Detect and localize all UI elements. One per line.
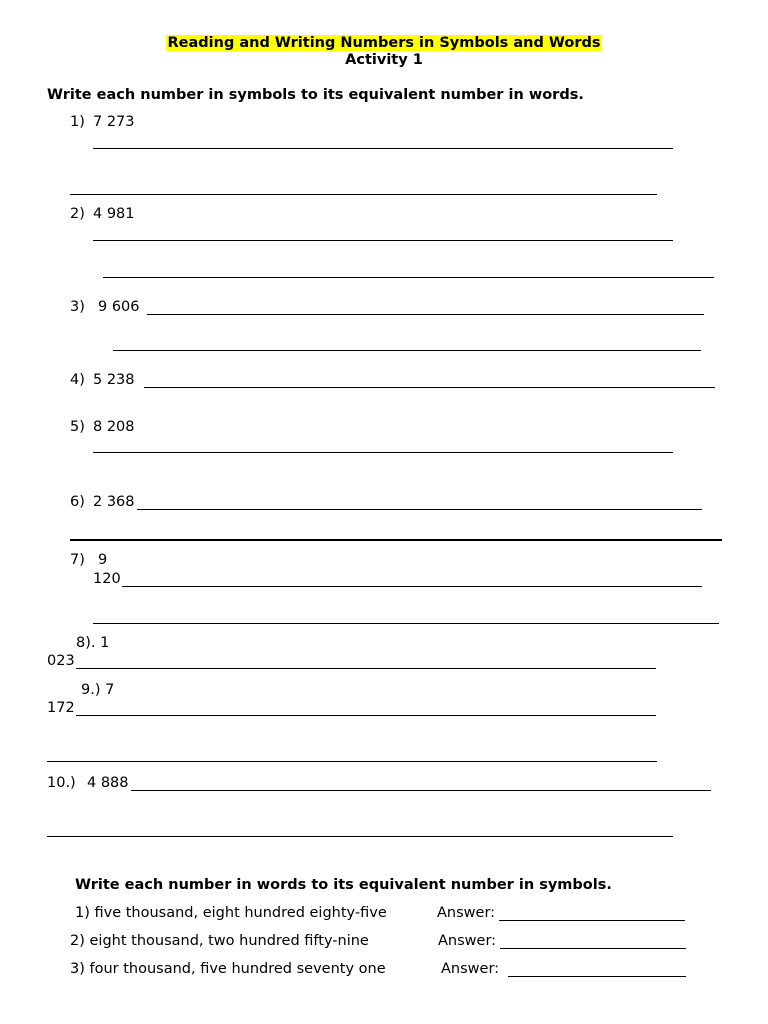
item-4-label: 4) xyxy=(70,372,85,388)
question-2-answer-line[interactable] xyxy=(500,948,686,949)
item-1-answer-line-1[interactable] xyxy=(93,148,673,149)
item-2-answer-line-1[interactable] xyxy=(93,240,673,241)
title-highlight: Reading and Writing Numbers in Symbols and Words xyxy=(167,35,601,51)
question-1-text: 1) five thousand, eight hundred eighty-five xyxy=(75,905,387,921)
item-7-label: 7) xyxy=(70,552,85,568)
item-8-number: 023 xyxy=(47,653,75,669)
item-1-number: 7 273 xyxy=(93,114,135,130)
item-7-number-part-b: 120 xyxy=(93,571,121,587)
item-3-answer-line-1[interactable] xyxy=(147,314,704,315)
item-3-label: 3) xyxy=(70,299,85,315)
item-1-label: 1) xyxy=(70,114,85,130)
worksheet-title xyxy=(0,34,768,52)
item-9-number: 172 xyxy=(47,700,75,716)
item-10-answer-line-2[interactable] xyxy=(47,836,673,837)
question-3-text: 3) four thousand, five hundred seventy one xyxy=(70,961,386,977)
question-2-answer-label: Answer: xyxy=(438,933,497,949)
item-9-answer-line-2[interactable] xyxy=(47,761,657,762)
item-10-label: 10.) xyxy=(47,775,76,791)
item-1-answer-line-2[interactable] xyxy=(70,194,657,195)
item-9-label: 9.) 7 xyxy=(81,682,115,698)
question-3-answer-label: Answer: xyxy=(441,961,500,977)
item-5-answer-line[interactable] xyxy=(93,452,673,453)
item-10-number: 4 888 xyxy=(87,775,129,791)
section-divider xyxy=(70,539,722,541)
item-8-answer-line[interactable] xyxy=(76,668,656,669)
item-7-answer-line-2[interactable] xyxy=(93,623,719,624)
item-2-label: 2) xyxy=(70,206,85,222)
item-10-answer-line-1[interactable] xyxy=(131,790,711,791)
item-5-label: 5) xyxy=(70,419,85,435)
item-9-answer-line-1[interactable] xyxy=(76,715,656,716)
question-1-answer-label: Answer: xyxy=(437,905,496,921)
question-3-answer-line[interactable] xyxy=(508,976,686,977)
question-1-answer-line[interactable] xyxy=(499,920,685,921)
item-8-label: 8). 1 xyxy=(76,635,110,651)
item-2-answer-line-2[interactable] xyxy=(103,277,714,278)
item-3-answer-line-2[interactable] xyxy=(113,350,701,351)
activity-subtitle: Activity 1 xyxy=(345,52,423,68)
item-6-number: 2 368 xyxy=(93,494,135,510)
item-7-answer-line-1[interactable] xyxy=(122,586,702,587)
item-2-number: 4 981 xyxy=(93,206,135,222)
item-4-number: 5 238 xyxy=(93,372,135,388)
item-3-number: 9 606 xyxy=(98,299,140,315)
item-6-answer-line[interactable] xyxy=(137,509,702,510)
section2-instruction: Write each number in words to its equivalent number in symbols. xyxy=(75,877,612,893)
item-5-number: 8 208 xyxy=(93,419,135,435)
item-4-answer-line[interactable] xyxy=(144,387,715,388)
question-2-text: 2) eight thousand, two hundred fifty-nine xyxy=(70,933,369,949)
section1-instruction: Write each number in symbols to its equivalent number in words. xyxy=(47,87,584,103)
item-6-label: 6) xyxy=(70,494,85,510)
item-7-number-part-a: 9 xyxy=(98,552,108,568)
